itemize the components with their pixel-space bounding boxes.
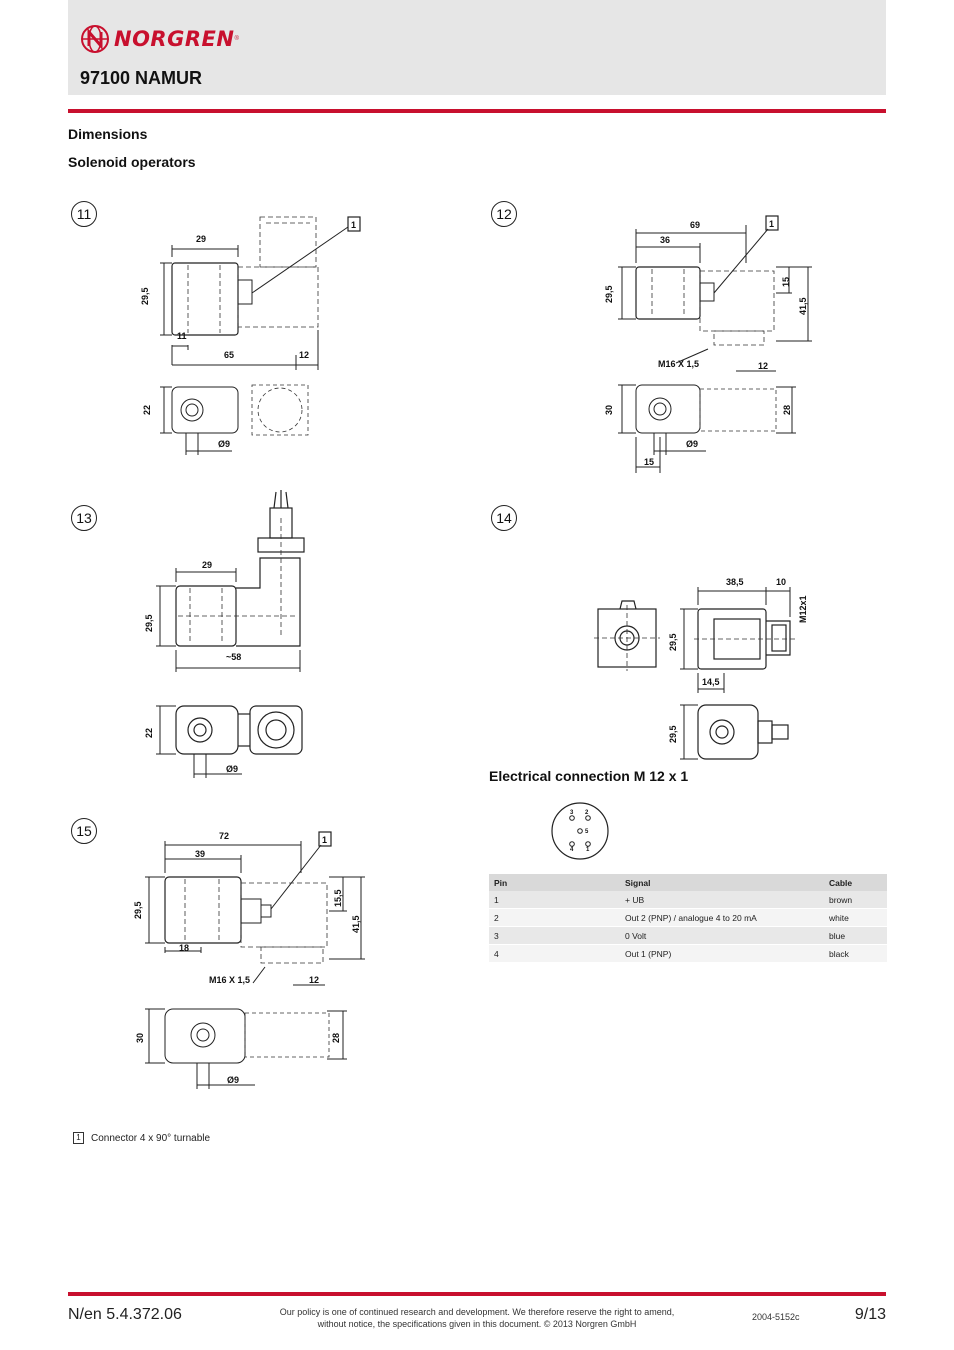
figure-number-12: 12: [491, 201, 517, 227]
table-row: [489, 927, 887, 945]
callout-1: 1: [769, 219, 775, 229]
figure-number-13: 13: [71, 505, 97, 531]
policy-statement: [240, 1306, 714, 1330]
signal-cell: 0 Volt: [620, 927, 824, 945]
figure-11-drawing: [120, 205, 380, 465]
dim-12: 12: [299, 350, 310, 360]
figure-14-drawing: [590, 565, 820, 770]
figure-15-drawing: [125, 825, 375, 1095]
dim-11: 11: [177, 331, 187, 341]
cable-cell: black: [824, 945, 887, 963]
pin-label-2: 2: [585, 810, 589, 816]
dim-30: 30: [604, 404, 614, 415]
column-header-signal: Signal: [620, 874, 824, 891]
pin-label-1: 1: [586, 847, 590, 853]
globe-icon: [80, 24, 110, 54]
figure-13-drawing: [130, 488, 330, 783]
m12-connector-pinout: [548, 800, 612, 862]
dim-69: 69: [690, 220, 701, 230]
table-header-row: [489, 874, 887, 891]
document-number: N/en 5.4.372.06: [68, 1306, 182, 1323]
dim-15-5: 15,5: [333, 889, 343, 907]
dim-41-5: 41,5: [351, 915, 361, 933]
dim-12: 12: [758, 361, 769, 371]
header-divider: [68, 109, 886, 113]
dim-72: 72: [219, 831, 230, 841]
dim-58: ~58: [226, 652, 242, 662]
pin-cell: 2: [489, 909, 620, 927]
cable-cell: white: [824, 909, 887, 927]
dim-14-5: 14,5: [702, 677, 720, 687]
norgren-logo: [80, 24, 239, 54]
footnote-marker: 1: [73, 1132, 84, 1144]
product-title: 97100 NAMUR: [80, 68, 203, 88]
footnote: [73, 1132, 210, 1144]
cable-cell: brown: [824, 891, 887, 909]
figure-12-drawing: [596, 205, 826, 475]
page-header: [68, 0, 886, 95]
dim-41-5: 41,5: [798, 297, 808, 315]
dim-29-5: 29,5: [140, 287, 150, 305]
section-subtitle: Solenoid operators: [68, 154, 196, 170]
signal-cell: + UB: [620, 891, 824, 909]
dim-15: 15: [781, 276, 791, 287]
dim-29-5: 29,5: [133, 901, 143, 919]
dim-m16: M16 X 1,5: [658, 359, 700, 369]
dim-29-5: 29,5: [604, 285, 614, 303]
footer-divider: [68, 1292, 886, 1296]
table-row: [489, 891, 887, 909]
cable-cell: blue: [824, 927, 887, 945]
pin-label-3: 3: [570, 810, 574, 816]
dim-10: 10: [776, 577, 787, 587]
policy-line-1: Our policy is one of continued research and development. We therefore reserve the right to amend,: [279, 1307, 675, 1317]
figure-number-15: 15: [71, 818, 97, 844]
dim-65: 65: [224, 350, 235, 360]
pin-cell: 3: [489, 927, 620, 945]
dim-29-5b: 29,5: [668, 725, 678, 743]
dim-28: 28: [331, 1032, 341, 1043]
pin-label-4: 4: [570, 847, 574, 853]
dim-18: 18: [179, 943, 190, 953]
figure-number-11: 11: [71, 201, 97, 227]
dim-29: 29: [202, 560, 213, 570]
table-row: [489, 945, 887, 963]
dim-29-5: 29,5: [144, 614, 154, 632]
table-row: [489, 909, 887, 927]
dim-22: 22: [142, 404, 152, 415]
registered-mark: ®: [234, 36, 239, 42]
pin-cell: 1: [489, 891, 620, 909]
dim-d9: Ø9: [227, 1075, 240, 1085]
dim-38-5: 38,5: [726, 577, 744, 587]
dim-d9: Ø9: [686, 439, 699, 449]
dim-d9: Ø9: [218, 439, 231, 449]
dim-15b: 15: [644, 457, 655, 467]
figure-number-14: 14: [491, 505, 517, 531]
dim-29-5: 29,5: [668, 633, 678, 651]
pin-assignment-table: [489, 874, 887, 963]
signal-cell: Out 2 (PNP) / analogue 4 to 20 mA: [620, 909, 824, 927]
pin-cell: 4: [489, 945, 620, 963]
dim-m12x1: M12x1: [798, 595, 808, 623]
dim-30: 30: [135, 1032, 145, 1043]
dim-28: 28: [782, 404, 792, 415]
page-number: 9/13: [854, 1306, 886, 1323]
document-code: 2004-5152c: [752, 1312, 800, 1322]
dim-m16: M16 X 1,5: [209, 975, 251, 985]
electrical-connection-title: Electrical connection M 12 x 1: [489, 768, 689, 784]
dim-12: 12: [309, 975, 320, 985]
policy-line-2: without notice, the specifications given in this document. © 2013 Norgren GmbH: [317, 1319, 637, 1329]
dim-39: 39: [195, 849, 206, 859]
column-header-pin: Pin: [489, 874, 620, 891]
dim-29: 29: [196, 234, 207, 244]
footnote-text: Connector 4 x 90° turnable: [91, 1132, 211, 1144]
dim-36: 36: [660, 235, 671, 245]
brand-name: NORGREN: [114, 27, 235, 51]
callout-1: 1: [351, 220, 357, 230]
dim-d9: Ø9: [226, 764, 239, 774]
callout-1: 1: [322, 835, 328, 845]
pin-label-5: 5: [585, 829, 589, 835]
dim-22: 22: [144, 727, 154, 738]
section-title: Dimensions: [68, 126, 148, 142]
signal-cell: Out 1 (PNP): [620, 945, 824, 963]
column-header-cable: Cable: [824, 874, 887, 891]
